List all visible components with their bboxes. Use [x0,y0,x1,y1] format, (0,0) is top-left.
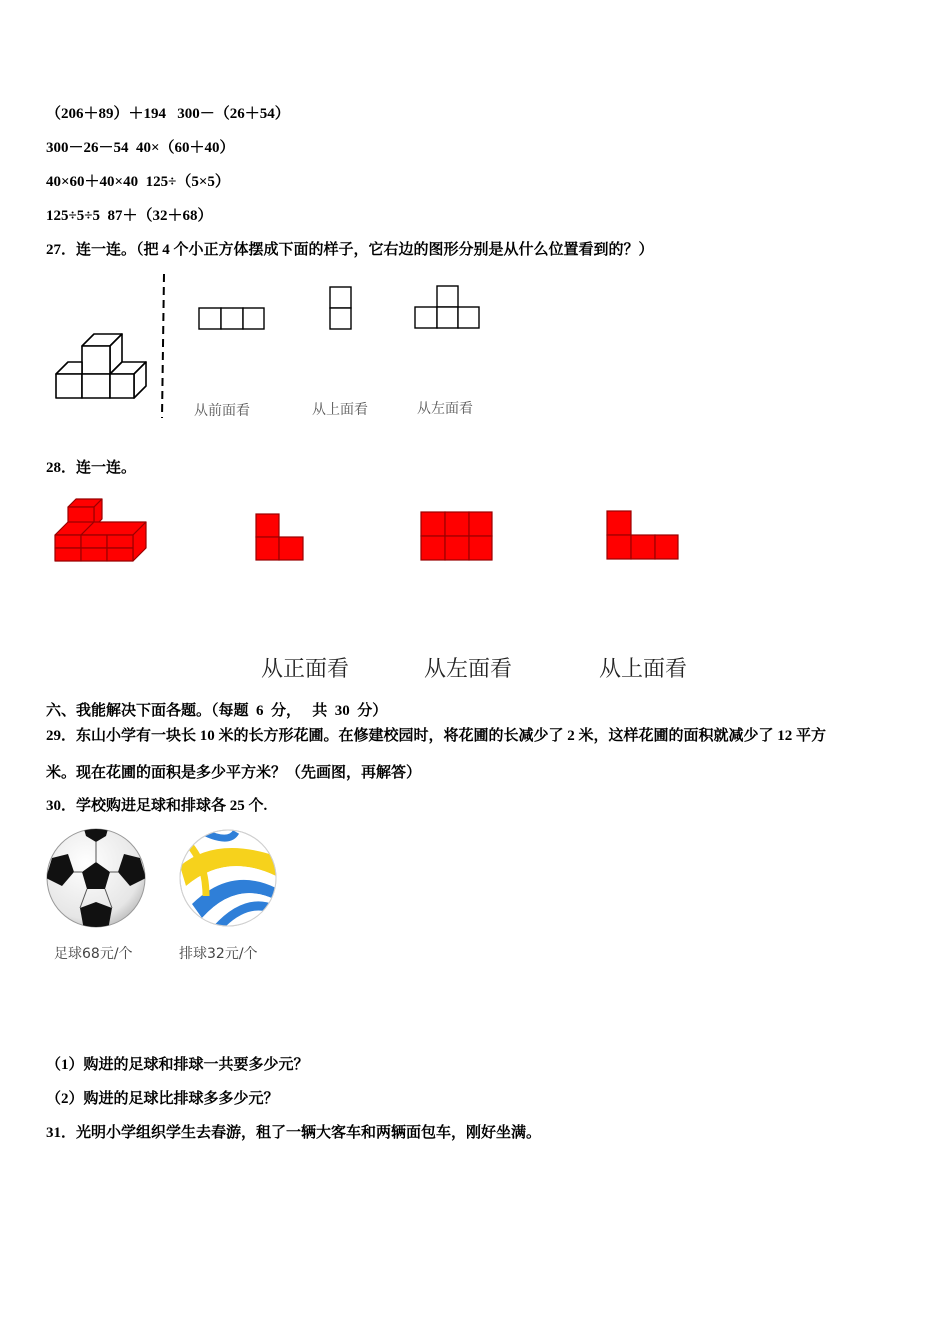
volleyball-price-caption: 排球32元/个 [179,946,258,962]
q30-text: 30．学校购进足球和排球各 25 个. [46,798,268,814]
q31-text: 31．光明小学组织学生去春游，租了一辆大客车和两辆面包车，刚好坐满。 [46,1125,542,1141]
q29-line-1: 29．东山小学有一块长 10 米的长方形花圃。在修建校园时，将花圃的长减少了 2 米，这样花圃的面积就减少了 12 平方 [46,728,827,744]
q27-front-view [199,308,264,329]
q28-caption-left: 从左面看 [424,657,513,682]
q27-caption-top: 从上面看 [312,402,368,418]
q27-caption-left: 从左面看 [417,401,473,417]
volleyball-icon [176,826,280,930]
q29-line-2: 米。现在花圃的面积是多少平方米？（先画图，再解答） [46,765,422,781]
q27-caption-front: 从前面看 [194,403,250,419]
calc-line-1: （206＋89）＋194 300－（26＋54） [46,106,290,122]
q28-text: 28．连一连。 [46,460,137,476]
q27-dashed-divider [162,274,164,418]
soccer-ball-icon [44,826,148,930]
q28-caption-top: 从上面看 [599,657,688,682]
q27-cube-stack [56,334,146,398]
calc-line-4: 125÷5÷5 87＋（32＋68） [46,208,213,224]
section-6-heading: 六、我能解决下面各题。（每题 6 分， 共 30 分） [46,703,388,719]
q27-top-view [330,287,351,329]
soccer-price-caption: 足球68元/个 [54,946,133,962]
q28-red-cube-stack [55,499,146,561]
q30-sub-1: （1）购进的足球和排球一共要多少元？ [46,1057,309,1073]
q27-text: 27．连一连。（把 4 个小正方体摆成下面的样子，它右边的图形分别是从什么位置看到的？） [46,242,654,258]
q28-view-long-l [607,511,678,559]
q27-left-view [415,286,479,328]
calc-line-3: 40×60＋40×40 125÷（5×5） [46,174,230,190]
calc-line-2: 300－26－54 40×（60＋40） [46,140,235,156]
q28-figure [50,495,690,575]
q28-view-l-shape [256,514,303,560]
q30-sub-2: （2）购进的足球比排球多多少元？ [46,1091,279,1107]
q28-view-rectangle [421,512,492,560]
q28-caption-front: 从正面看 [261,657,350,682]
